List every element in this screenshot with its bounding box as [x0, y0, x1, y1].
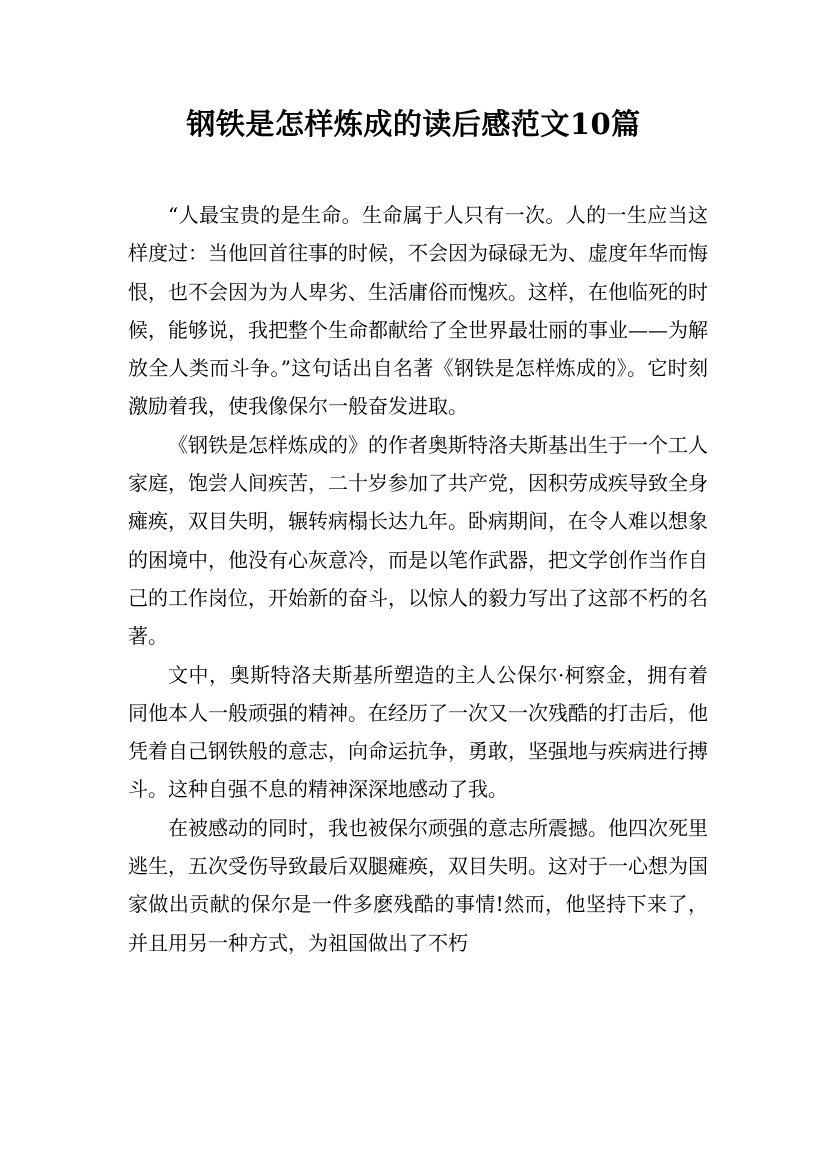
paragraph-quote: “人最宝贵的是生命。生命属于人只有一次。人的一生应当这样度过：当他回首往事的时候，不会因为碌碌无为、虚度年华而悔恨，也不会因为为人卑劣、生活庸俗而愧疚。这样，在他临死的时候，能够说，我把整个生命都献给了全世界最壮丽的事业——为解放全人类而斗争。”这句话出自名著《钢铁是怎样炼成的》。它时刻激励着我，使我像保尔一般奋发进取。 — [128, 203, 708, 419]
document-body — [128, 196, 708, 962]
document-title: 钢铁是怎样炼成的读后感范文10篇 — [186, 107, 641, 141]
paragraph-author-bio: 《钢铁是怎样炼成的》的作者奥斯特洛夫斯基出生于一个工人家庭，饱尝人间疾苦，二十岁参加了共产党，因积劳成疾导致全身瘫痪，双目失明，辗转病榻长达九年。卧病期间，在令人难以想象的困境中，他没有心灰意冷，而是以笔作武器，把文学创作当作自己的工作岗位，开始新的奋斗，以惊人的毅力写出了这部不朽的名著。 — [128, 432, 708, 649]
paragraph-protagonist: 文中，奥斯特洛夫斯基所塑造的主人公保尔·柯察金，拥有着同他本人一般顽强的精神。在经历了一次又一次残酷的打击后，他凭着自己钢铁般的意志，向命运抗争，勇敢，坚强地与疾病进行搏斗。这种自强不息的精神深深地感动了我。 — [128, 662, 708, 802]
paragraph-reflection: 在被感动的同时，我也被保尔顽强的意志所震撼。他四次死里逃生，五次受伤导致最后双腿瘫痪，双目失明。这对于一心想为国家做出贡献的保尔是一件多麽残酷的事情!然而，他坚持下来了，并且用另一种方式，为祖国做出了不朽 — [128, 815, 708, 955]
